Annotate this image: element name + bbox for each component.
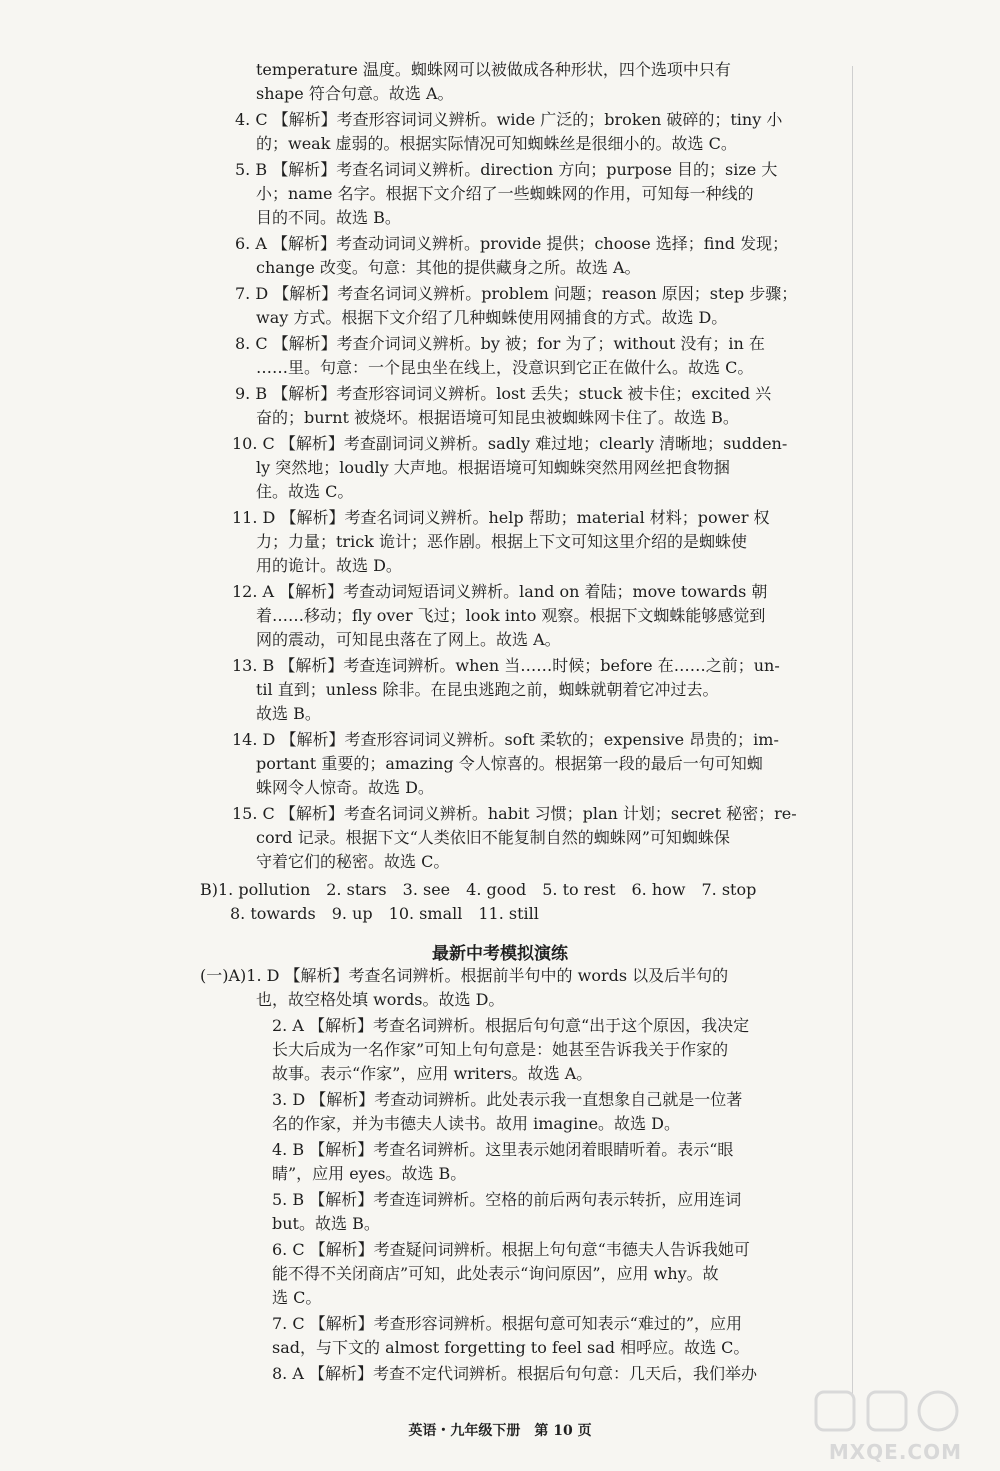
text-line: change 改变。句意：其他的提供藏身之所。故选 A。 — [256, 258, 641, 277]
text-line: 7. C 【解析】考查形容词辨析。根据句意可知表示“难过的”，应用 — [272, 1314, 743, 1333]
section-heading: 最新中考模拟演练 — [432, 944, 568, 964]
text-line: 能不得不关闭商店”可知，此处表示“询问原因”，应用 why。故 — [272, 1264, 719, 1283]
text-line: but。故选 B。 — [272, 1214, 380, 1233]
page-footer: 英语・九年级下册 第 10 页 — [408, 1423, 592, 1439]
text-line: portant 重要的；amazing 令人惊喜的。根据第一段的最后一句可知蜘 — [256, 754, 763, 773]
text-line: 5. B 【解析】考查连词辨析。空格的前后两句表示转折，应用连词 — [272, 1190, 742, 1209]
text-line: 8. C 【解析】考查介词词义辨析。by 被；for 为了；without 没有；in 在 — [235, 334, 765, 353]
text-line: 9. B 【解析】考查形容词词义辨析。lost 丢失；stuck 被卡住；excited 兴 — [235, 384, 772, 403]
text-line: 蛛网令人惊奇。故选 D。 — [256, 778, 434, 797]
text-line: 力；力量；trick 诡计；恶作剧。根据上下文可知这里介绍的是蜘蛛使 — [256, 532, 747, 551]
text-line: (一)A)1. D 【解析】考查名词辨析。根据前半句中的 words 以及后半句的 — [200, 966, 729, 985]
text-line: 8. A 【解析】考查不定代词辨析。根据后句句意：几天后，我们举办 — [272, 1364, 757, 1383]
text-line: 名的作家，并为韦德夫人读书。故用 imagine。故选 D。 — [272, 1114, 680, 1133]
text-line: 8. towards 9. up 10. small 11. still — [230, 904, 539, 923]
text-line: 15. C 【解析】考查名词词义辨析。habit 习惯；plan 计划；secret 秘密；re- — [232, 804, 797, 823]
text-line: 着……移动；fly over 飞过；look into 观察。根据下文蜘蛛能够感觉到 — [256, 606, 766, 625]
text-line: 也，故空格处填 words。故选 D。 — [256, 990, 505, 1009]
text-line: ly 突然地；loudly 大声地。根据语境可知蜘蛛突然用网丝把食物捆 — [256, 458, 730, 477]
text-line: 13. B 【解析】考查连词辨析。when 当……时候；before 在……之前；un- — [232, 656, 780, 675]
text-line: 网的震动，可知昆虫落在了网上。故选 A。 — [256, 630, 561, 649]
text-line: 12. A 【解析】考查动词短语词义辨析。land on 着陆；move towards 朝 — [232, 582, 768, 601]
text-line: 2. A 【解析】考查名词辨析。根据后句句意“出于这个原因，我决定 — [272, 1016, 750, 1035]
text-line: 选 C。 — [272, 1288, 322, 1307]
text-line: 6. A 【解析】考查动词词义辨析。provide 提供；choose 选择；find 发现； — [235, 234, 789, 253]
text-line: 3. D 【解析】考查动词辨析。此处表示我一直想象自己就是一位著 — [272, 1090, 743, 1109]
watermark-logo — [812, 1386, 962, 1436]
text-line: 4. C 【解析】考查形容词词义辨析。wide 广泛的；broken 破碎的；tiny 小 — [235, 110, 783, 129]
text-line: 6. C 【解析】考查疑问词辨析。根据上句句意“韦德夫人告诉我她可 — [272, 1240, 750, 1259]
text-line: 7. D 【解析】考查名词词义辨析。problem 问题；reason 原因；step 步骤； — [235, 284, 798, 303]
column-divider — [852, 66, 853, 1396]
text-line: 守着它们的秘密。故选 C。 — [256, 852, 450, 871]
text-line: 10. C 【解析】考查副词词义辨析。sadly 难过地；clearly 清晰地；sudden- — [232, 434, 788, 453]
text-line: 长大后成为一名作家”可知上句句意是：她甚至告诉我关于作家的 — [272, 1040, 729, 1059]
text-line: 故事。表示“作家”，应用 writers。故选 A。 — [272, 1064, 593, 1083]
text-line: sad，与下文的 almost forgetting to feel sad 相呼应。故选 C。 — [272, 1338, 750, 1357]
text-line: cord 记录。根据下文“人类依旧不能复制自然的蜘蛛网”可知蜘蛛保 — [256, 828, 730, 847]
text-line: temperature 温度。蜘蛛网可以被做成各种形状，四个选项中只有 — [256, 60, 731, 79]
text-line: 5. B 【解析】考查名词词义辨析。direction 方向；purpose 目的；size 大 — [235, 160, 778, 179]
text-line: 11. D 【解析】考查名词词义辨析。help 帮助；material 材料；power 权 — [232, 508, 770, 527]
text-line: 4. B 【解析】考查名词辨析。这里表示她闭着眼睛听着。表示“眼 — [272, 1140, 734, 1159]
text-line: way 方式。根据下文介绍了几种蜘蛛使用网捕食的方式。故选 D。 — [256, 308, 728, 327]
text-line: 住。故选 C。 — [256, 482, 354, 501]
text-line: 目的不同。故选 B。 — [256, 208, 401, 227]
text-line: B)1. pollution 2. stars 3. see 4. good 5. to rest 6. how 7. stop — [200, 880, 757, 899]
text-line: 睛”，应用 eyes。故选 B。 — [272, 1164, 467, 1183]
text-line: 奋的；burnt 被烧坏。根据语境可知昆虫被蜘蛛网卡住了。故选 B。 — [256, 408, 739, 427]
watermark-url: MXQE.COM — [828, 1440, 962, 1464]
text-line: 故选 B。 — [256, 704, 321, 723]
text-line: til 直到；unless 除非。在昆虫逃跑之前，蜘蛛就朝着它冲过去。 — [256, 680, 719, 699]
text-line: ……里。句意：一个昆虫坐在线上，没意识到它正在做什么。故选 C。 — [256, 358, 754, 377]
text-line: 用的诡计。故选 D。 — [256, 556, 402, 575]
text-line: 的；weak 虚弱的。根据实际情况可知蜘蛛丝是很细小的。故选 C。 — [256, 134, 737, 153]
text-line: 14. D 【解析】考查形容词词义辨析。soft 柔软的；expensive 昂贵的；im- — [232, 730, 779, 749]
text-line: 小；name 名字。根据下文介绍了一些蜘蛛网的作用，可知每一种线的 — [256, 184, 754, 203]
text-line: shape 符合句意。故选 A。 — [256, 84, 454, 103]
